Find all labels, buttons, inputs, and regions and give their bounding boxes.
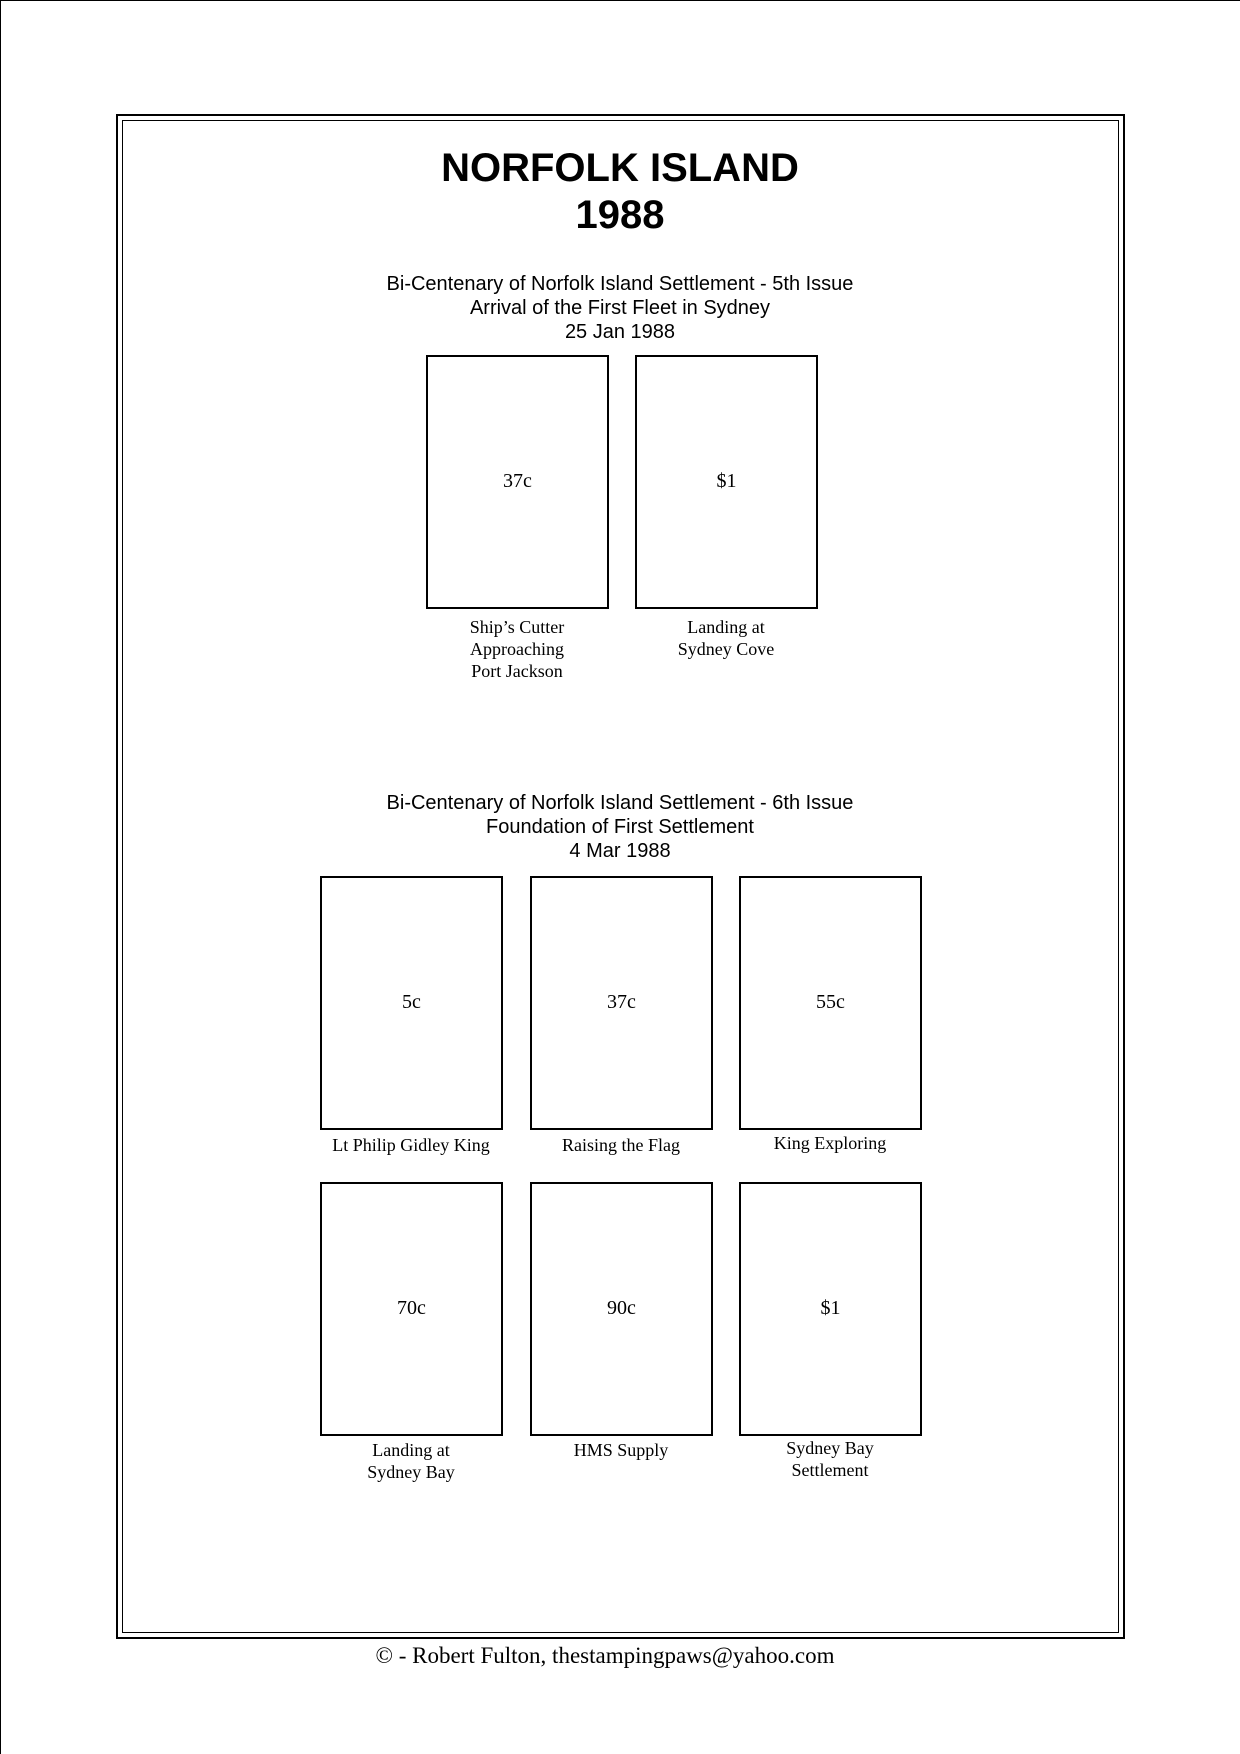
copyright-footer: © - Robert Fulton, thestampingpaws@yahoo.com: [375, 1643, 835, 1668]
stamp-value: 5c: [402, 991, 421, 1013]
stamp-mount: [530, 1182, 713, 1436]
stamp-mount: [739, 876, 922, 1130]
stamp-caption: [710, 1132, 950, 1154]
page-edge-top: [0, 0, 1240, 1]
caption-line: Approaching: [470, 639, 564, 659]
section-heading: Bi-Centenary of Norfolk Island Settlement - 6th Issue: [386, 792, 854, 814]
stamp-caption: [501, 1439, 741, 1461]
stamp-caption: [397, 616, 637, 682]
stamp-value: 90c: [607, 1297, 636, 1319]
stamp-value: 55c: [816, 991, 845, 1013]
caption-line: Port Jackson: [471, 661, 563, 681]
stamp-caption: [291, 1134, 531, 1156]
stamp-caption: [606, 616, 846, 660]
caption-line: HMS Supply: [573, 1440, 669, 1460]
caption-line: Sydney Bay: [367, 1462, 455, 1482]
page-year: 1988: [575, 193, 665, 237]
stamp-value: 70c: [397, 1297, 426, 1319]
caption-line: Landing at: [372, 1440, 450, 1460]
stamp-mount: [320, 1182, 503, 1436]
stamp-mount: [426, 355, 609, 609]
caption-line: Landing at: [687, 617, 765, 637]
stamp-mount: [530, 876, 713, 1130]
page-edge-left: [0, 0, 1, 1754]
stamp-value: $1: [820, 1297, 841, 1319]
caption-line: Lt Philip Gidley King: [332, 1135, 490, 1155]
stamp-mount: [635, 355, 818, 609]
caption-line: Settlement: [791, 1460, 869, 1480]
caption-line: Ship’s Cutter: [469, 617, 565, 637]
page-title: NORFOLK ISLAND: [441, 146, 799, 190]
section-date: 25 Jan 1988: [564, 321, 676, 343]
section-date: 4 Mar 1988: [569, 840, 671, 862]
stamp-caption: [501, 1134, 741, 1156]
caption-line: Sydney Cove: [677, 639, 775, 659]
caption-line: King Exploring: [773, 1133, 887, 1153]
stamp-value: $1: [716, 470, 737, 492]
section-subheading: Foundation of First Settlement: [486, 816, 754, 838]
caption-line: Sydney Bay: [786, 1438, 874, 1458]
stamp-value: 37c: [503, 470, 532, 492]
stamp-value: 37c: [607, 991, 636, 1013]
stamp-mount: [320, 876, 503, 1130]
caption-line: Raising the Flag: [562, 1135, 680, 1155]
stamp-caption: [710, 1437, 950, 1481]
section-heading: Bi-Centenary of Norfolk Island Settlement - 5th Issue: [386, 273, 854, 295]
section-subheading: Arrival of the First Fleet in Sydney: [469, 297, 771, 319]
stamp-mount: [739, 1182, 922, 1436]
stamp-caption: [291, 1439, 531, 1483]
